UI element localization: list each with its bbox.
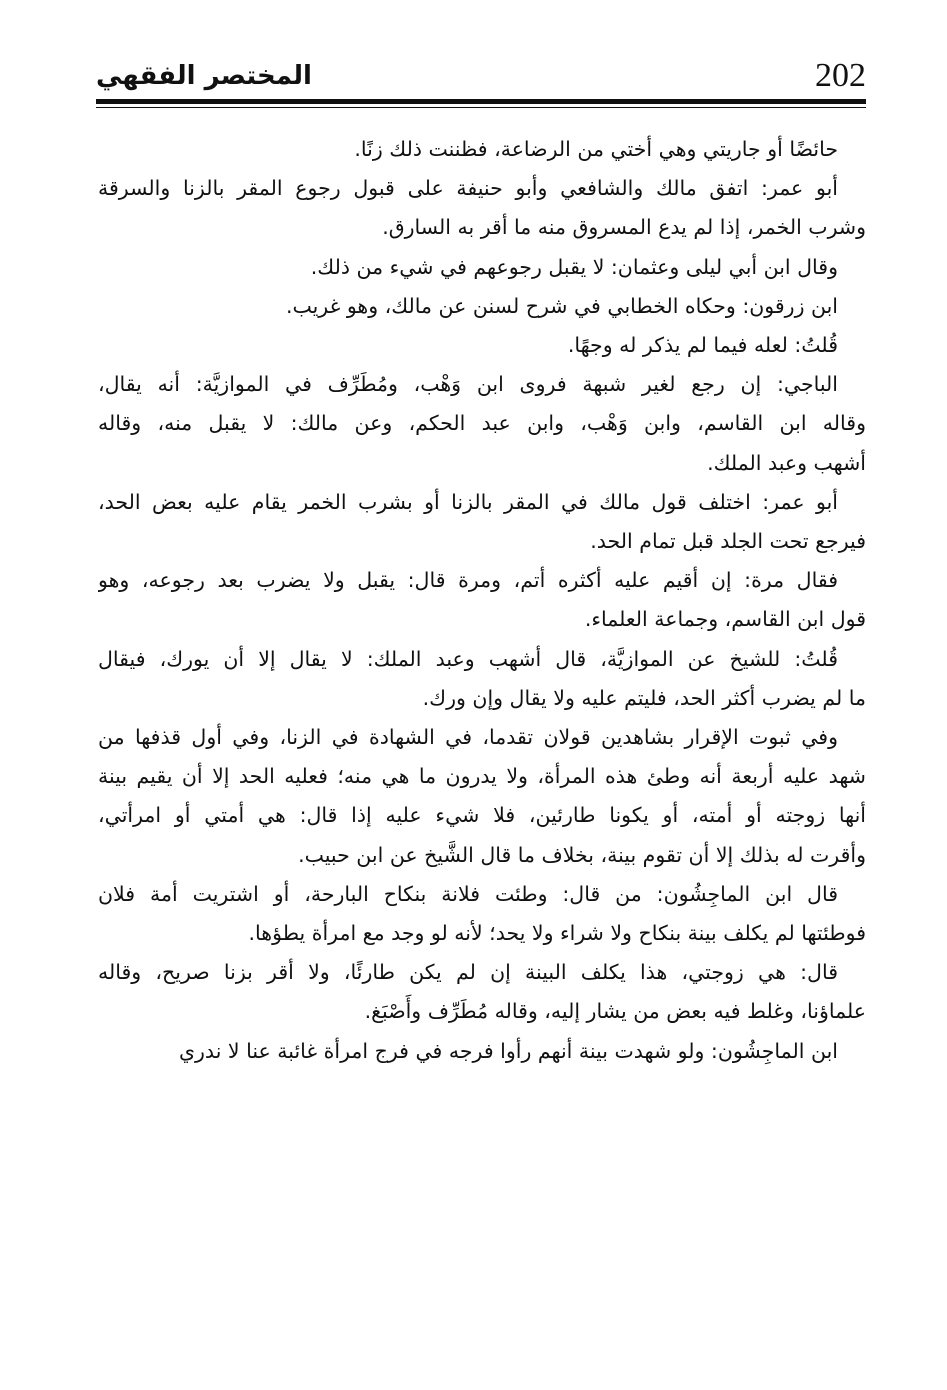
text-line: الباجي: إن رجع لغير شبهة فروى ابن وَهْب، ومُطَرِّف في الموازيَّة: أنه يقال، (98, 372, 838, 397)
text-line: أنها زوجته أو أمته، أو يكونا طارئين، فلا شيء عليه إذا قال: هي أمتي أو امرأتي، (98, 803, 866, 828)
text-line: علماؤنا، وغلط فيه بعض من يشار إليه، وقاله مُطَرِّف وأَصْبَغ. (364, 999, 866, 1024)
text-line: ابن زرقون: وحكاه الخطابي في شرح لسنن عن مالك، وهو غريب. (285, 293, 838, 318)
text-line: قال ابن الماجِشُون: من قال: وطئت فلانة بنكاح البارحة، أو اشتريت أمة فلان (98, 881, 838, 906)
header-rule-thick (96, 99, 866, 104)
page-header (96, 56, 866, 96)
paragraph (98, 640, 866, 718)
text-line: حائضًا أو جاريتي وهي أختي من الرضاعة، فظننت ذلك زنًا. (354, 137, 838, 161)
text-line: قول ابن القاسم، وجماعة العلماء. (584, 607, 866, 632)
text-line: أبو عمر: اختلف قول مالك في المقر بالزنا أو بشرب الخمر يقام عليه بعض الحد، (98, 489, 838, 514)
paragraph (98, 718, 866, 875)
header-rule-thin (96, 107, 866, 108)
paragraph (98, 326, 866, 365)
text-line: وأقرت له بذلك إلا أن تقوم بينة، بخلاف ما قال الشَّيخ عن ابن حبيب. (298, 842, 866, 867)
paragraph (98, 483, 866, 561)
paragraph (98, 248, 866, 287)
text-line: أشهب وعبد الملك. (707, 450, 866, 475)
paragraph (98, 1032, 866, 1071)
paragraph (98, 875, 866, 953)
text-line: ما لم يضرب أكثر الحد، فليتم عليه ولا يقال وإن ورك. (422, 685, 866, 710)
text-line: فوطئتها لم يكلف بينة بنكاح ولا شراء ولا يحد؛ لأنه لو وجد مع امرأة يطؤها. (248, 921, 866, 946)
paragraph (98, 365, 866, 483)
text-line: فيرجع تحت الجلد قبل تمام الحد. (590, 529, 866, 554)
paragraph (98, 130, 866, 169)
text-line: وفي ثبوت الإقرار بشاهدين قولان تقدما، في الشهادة في الزنا، وفي أول قذفها من (98, 725, 838, 750)
body-text (98, 130, 866, 1071)
text-line: شهد عليه أربعة أنه وطئ هذه المرأة، ولا يدرون ما هي منه؛ فعليه الحد إلا أن يقيم بينة (98, 764, 866, 789)
text-line: فقال مرة: إن أقيم عليه أكثره أتم، ومرة قال: يقبل ولا يضرب بعد رجوعه، وهو (98, 568, 838, 593)
text-line: وقاله ابن القاسم، وابن وَهْب، وابن عبد الحكم، وعن مالك: لا يقبل منه، وقاله (98, 411, 866, 436)
text-line: قُلتُ: للشيخ عن الموازيَّة، قال أشهب وعبد الملك: لا يقال إلا أن يورك، فيقال (98, 646, 838, 671)
paragraph (98, 561, 866, 639)
running-title: المختصر الفقهي (96, 61, 312, 91)
text-line: قال: هي زوجتي، هذا يكلف البينة إن لم يكن طارئًا، ولا أقر بزنا صريح، وقاله (98, 960, 838, 985)
text-line: وشرب الخمر، إذا لم يدع المسروق منه ما أقر به السارق. (382, 215, 866, 240)
page-number: 202 (815, 57, 866, 94)
paragraph (98, 287, 866, 326)
text-line: قُلتُ: لعله فيما لم يذكر له وجهًا. (567, 333, 838, 358)
paragraph (98, 169, 866, 247)
text-line: ابن الماجِشُون: ولو شهدت بينة أنهم رأوا فرجه في فرج امرأة غائبة عنا لا ندري (178, 1038, 838, 1063)
text-line: وقال ابن أبي ليلى وعثمان: لا يقبل رجوعهم في شيء من ذلك. (310, 254, 838, 279)
text-line: أبو عمر: اتفق مالك والشافعي وأبو حنيفة على قبول رجوع المقر بالزنا والسرقة (98, 176, 838, 201)
paragraph (98, 953, 866, 1031)
